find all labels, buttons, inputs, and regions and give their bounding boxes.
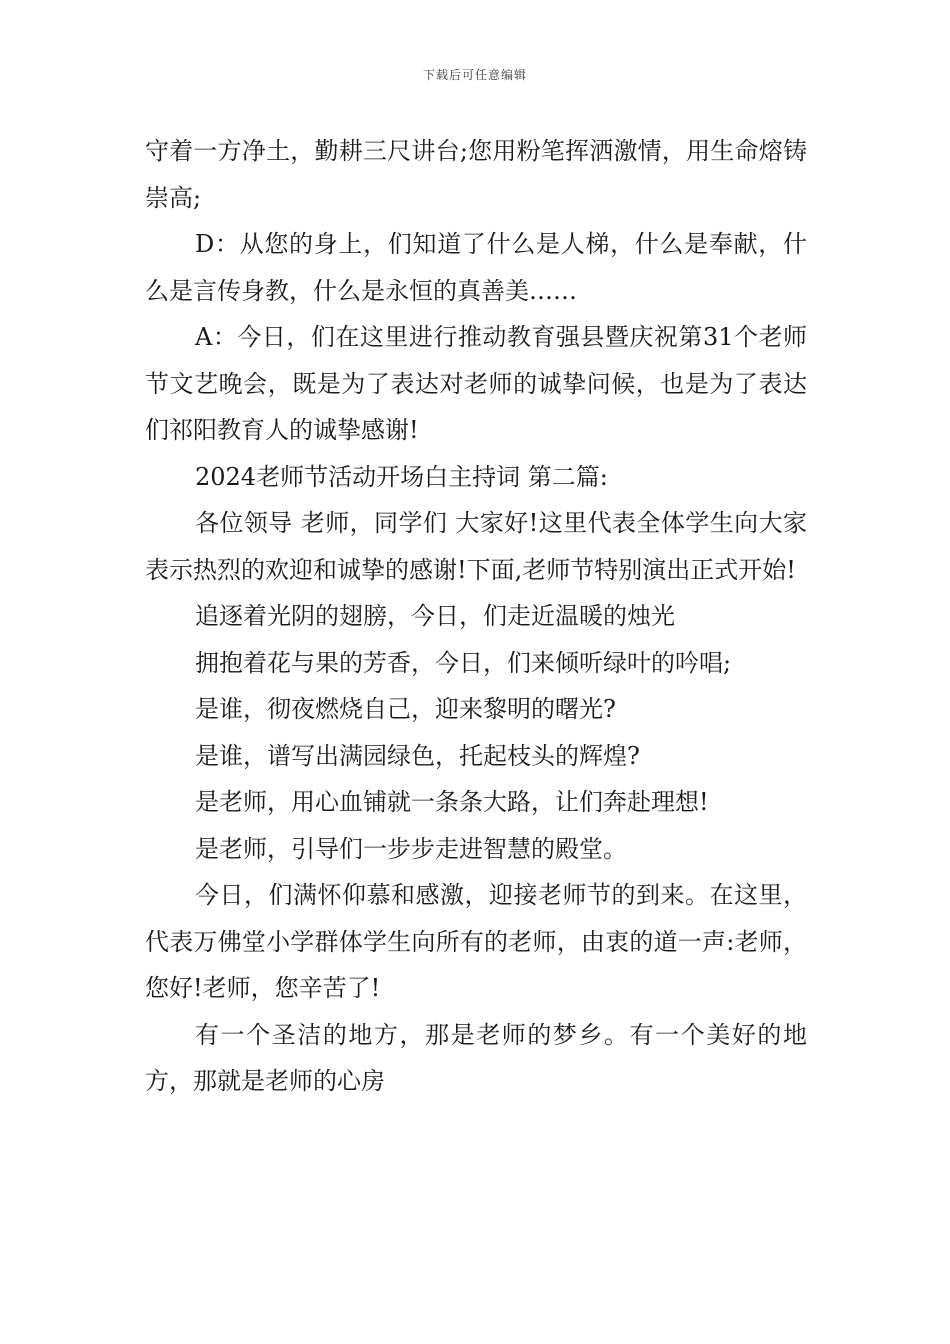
page-header-note: 下载后可任意编辑 xyxy=(422,68,527,82)
verse-line: 拥抱着花与果的芳香，今日，们来倾听绿叶的吟唱; xyxy=(195,648,732,677)
paragraph: D：从您的身上，们知道了什么是人梯，什么是奉献，什么是言传身教，什么是永恒的真善美…… xyxy=(145,230,807,305)
verse-line: 是老师，引导们一步步走进智慧的殿堂。 xyxy=(195,834,627,863)
verse-line: 是谁，谱写出满园绿色，托起枝头的辉煌? xyxy=(195,741,640,770)
verse-line: 追逐着光阴的翅膀，今日，们走近温暖的烛光 xyxy=(195,602,675,630)
paragraph: 守着一方净土，勤耕三尺讲台;您用粉笔挥洒激情，用生命熔铸崇高; xyxy=(145,137,807,212)
section-heading: 2024老师节活动开场白主持词 第二篇: xyxy=(195,462,608,491)
paragraph: 有一个圣洁的地方，那是老师的梦乡。有一个美好的地方，那就是老师的心房 xyxy=(145,1020,807,1095)
document-body xyxy=(145,128,807,1105)
paragraph: 各位领导 老师，同学们 大家好!这里代表全体学生向大家表示热烈的欢迎和诚挚的感谢!下面,老师节特别演出正式开始! xyxy=(145,509,807,584)
paragraph: 今日，们满怀仰慕和感激，迎接老师节的到来。在这里，代表万佛堂小学群体学生向所有的老师，由衷的道一声:老师，您好!老师，您辛苦了! xyxy=(145,881,807,1002)
paragraph: A：今日，们在这里进行推动教育强县暨庆祝第31个老师节文艺晚会，既是为了表达对老师的诚挚问候，也是为了表达们祁阳教育人的诚挚感谢! xyxy=(145,323,807,444)
verse-line: 是老师，用心血铺就一条条大路，让们奔赴理想! xyxy=(195,788,709,816)
verse-line: 是谁，彻夜燃烧自己，迎来黎明的曙光? xyxy=(195,695,616,723)
